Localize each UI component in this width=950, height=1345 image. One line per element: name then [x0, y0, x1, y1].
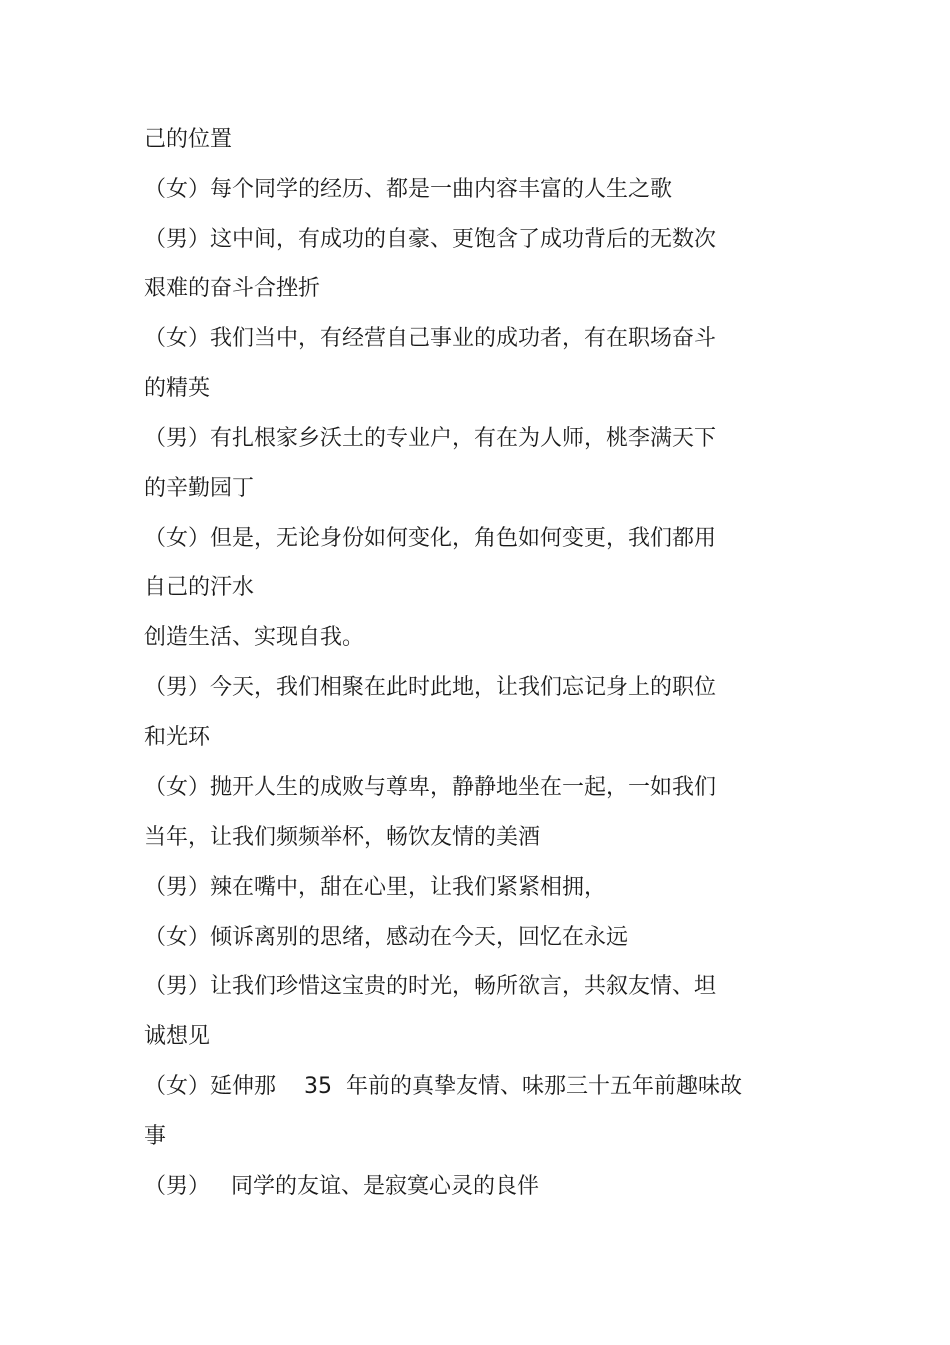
text-line: （女）倾诉离别的思绪，感动在今天，回忆在永远: [144, 925, 629, 950]
text-line: （男）这中间，有成功的自豪、更饱含了成功背后的无数次: [144, 227, 717, 252]
text-line: （女）但是，无论身份如何变化，角色如何变更，我们都用: [144, 526, 717, 551]
text-line: （女）延伸那 35 年前的真挚友情、味那三十五年前趣味故: [144, 1074, 742, 1099]
text-line: （女）抛开人生的成败与尊卑，静静地坐在一起，一如我们: [144, 775, 717, 800]
text-line: （女）我们当中，有经营自己事业的成功者，有在职场奋斗: [144, 326, 717, 351]
text-line: 和光环: [144, 725, 211, 750]
text-line: 事: [144, 1124, 167, 1149]
text-line: 当年，让我们频频举杯，畅饮友情的美酒: [144, 825, 541, 850]
text-line: 艰难的奋斗合挫折: [144, 276, 321, 301]
text-line: （男）有扎根家乡沃土的专业户，有在为人师，桃李满天下: [144, 426, 717, 451]
text-line: （男）今天，我们相聚在此时此地，让我们忘记身上的职位: [144, 675, 717, 700]
text-line: （女）每个同学的经历、都是一曲内容丰富的人生之歌: [144, 177, 673, 202]
text-line: （男）辣在嘴中，甜在心里，让我们紧紧相拥，: [144, 875, 607, 900]
text-line: （男）让我们珍惜这宝贵的时光，畅所欲言，共叙友情、坦: [144, 974, 717, 999]
text-line: 诚想见: [144, 1024, 211, 1049]
text-line: 的精英: [144, 376, 211, 401]
text-line: 创造生活、实现自我。: [144, 625, 365, 650]
text-line: （男） 同学的友谊、是寂寞心灵的良伴: [144, 1174, 539, 1199]
text-line: 己的位置: [144, 127, 233, 152]
text-line: 的辛勤园丁: [144, 476, 255, 501]
text-line: 自己的汗水: [144, 575, 255, 600]
